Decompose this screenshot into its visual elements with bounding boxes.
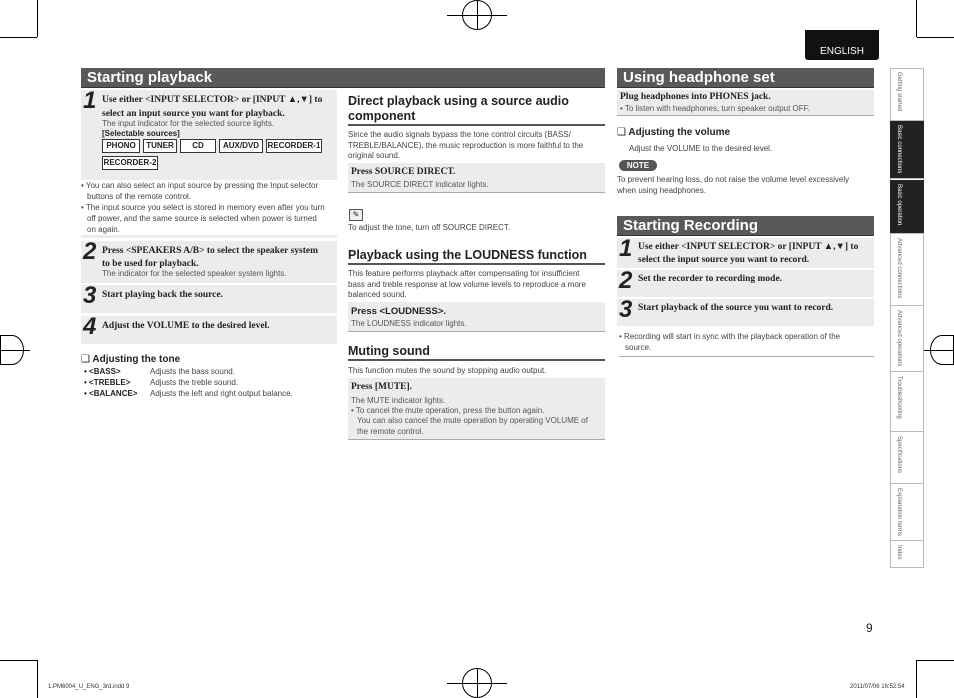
note-badge: NOTE <box>619 160 657 171</box>
rec-step-2 <box>617 267 874 297</box>
step-text: to be used for playback. <box>102 259 199 269</box>
step-3-play <box>81 282 337 313</box>
note-line: on again. <box>87 225 120 234</box>
step-text: Start playback of the source you want to record. <box>638 303 834 313</box>
muting-para: This function mutes the sound by stopping audio output. <box>348 366 547 375</box>
step-number: 2 <box>83 238 97 265</box>
step-number: 4 <box>83 313 97 340</box>
source-direct-box <box>348 163 605 193</box>
side-tab-explanation-terms[interactable]: Explanation terms <box>890 484 924 541</box>
step-text: Press <SPEAKERS A/B> to select the speaker system <box>102 246 319 256</box>
box-sub: The SOURCE DIRECT indicator lights. <box>351 180 489 189</box>
step-text: select the input source you want to record. <box>638 255 810 265</box>
box-sub: You can also cancel the mute operation by operating VOLUME of <box>357 416 588 425</box>
step-text: Use either <INPUT SELECTOR> or [INPUT ▲,▼] to <box>102 95 323 105</box>
side-tab-advanced-connections[interactable]: Advanced connections <box>890 234 924 306</box>
box-title: Plug headphones into PHONES jack. <box>620 92 771 102</box>
tone-list <box>84 366 344 399</box>
rec-step-3 <box>617 296 874 326</box>
volume-title: ❑ Adjusting the volume <box>617 127 731 138</box>
side-tab-basic-operation[interactable]: Basic operation <box>890 180 924 234</box>
headphone-box <box>617 90 874 116</box>
step-4-volume <box>81 313 337 344</box>
step-2-speakers <box>81 238 337 283</box>
box-title: Press [MUTE]. <box>351 382 413 392</box>
section-title-recording: Starting Recording <box>617 216 874 236</box>
mute-box <box>348 378 605 440</box>
page-number: 9 <box>866 621 873 635</box>
note-line: • The input source you select is stored in memory even after you turn <box>81 203 325 212</box>
muting-title: Muting sound <box>348 344 605 361</box>
memo-text: To adjust the tone, turn off SOURCE DIRECT. <box>348 223 511 232</box>
side-tab-advanced-operations[interactable]: Advanced operations <box>890 306 924 372</box>
step-number: 1 <box>83 87 97 114</box>
tone-row: • <TREBLE> Adjusts the treble sound. <box>84 378 239 387</box>
tone-row: • <BALANCE> Adjusts the left and right output balance. <box>84 389 293 398</box>
note-text: To prevent hearing loss, do not raise the volume level excessively when using headphones. <box>617 175 850 195</box>
side-tab-troubleshooting[interactable]: Troubleshooting <box>890 372 924 432</box>
source-phono: PHONO <box>102 139 140 153</box>
step-number: 3 <box>83 282 97 309</box>
step-number: 2 <box>619 267 633 294</box>
box-sub: The LOUDNESS indicator lights. <box>351 319 467 328</box>
box-sub: The MUTE indicator lights. <box>351 396 446 405</box>
tone-row: • <BASS> Adjusts the bass sound. <box>84 367 235 376</box>
step-text: Set the recorder to recording mode. <box>638 274 783 284</box>
box-title: Press SOURCE DIRECT. <box>351 167 456 177</box>
section-title-headphone: Using headphone set <box>617 68 874 88</box>
box-sub: the remote control. <box>357 427 424 436</box>
direct-title: component <box>348 109 605 126</box>
source-recorder-2: RECORDER-2 <box>102 156 158 170</box>
pencil-icon: ✎ <box>349 209 363 221</box>
side-tab-getting-started[interactable]: Getting started <box>890 68 924 121</box>
footer-timestamp: 2011/07/06 16:52:54 <box>850 684 905 690</box>
loudness-box <box>348 302 605 332</box>
source-cd: CD <box>180 139 216 153</box>
side-tab-specifications[interactable]: Specifications <box>890 432 924 484</box>
step-sub: The input indicator for the selected source lights. <box>102 119 275 128</box>
note-line: off power, and the same source is selected when power is turned <box>87 214 317 223</box>
rec-note: • Recording will start in sync with the playback operation of the source. <box>619 332 874 357</box>
step-number: 3 <box>619 296 633 323</box>
side-tab-index[interactable]: Index <box>896 545 902 560</box>
volume-text: Adjust the VOLUME to the desired level. <box>629 144 773 153</box>
section-title-starting-playback: Starting playback <box>81 68 605 88</box>
loudness-para: This feature performs playback after compensating for insufficient bass and treble response at low volume levels to reproduce a more balanced sound. <box>348 269 586 299</box>
box-sub: • To listen with headphones, turn speaker output OFF. <box>620 104 810 113</box>
step-text: Adjust the VOLUME to the desired level. <box>102 321 270 331</box>
box-title: Press <LOUDNESS>. <box>351 306 447 317</box>
source-recorder-1: RECORDER-1 <box>266 139 322 153</box>
direct-para: Since the audio signals bypass the tone control circuits (BASS/ TREBLE/BALANCE), the music reproduction is more faithful to the original sound. <box>348 130 584 160</box>
loudness-title: Playback using the LOUDNESS function <box>348 248 605 265</box>
direct-title: Direct playback using a source audio <box>348 94 569 108</box>
step-number: 1 <box>619 235 633 262</box>
footer-file: 1.PM6004_U_ENG_3rd.indd 9 <box>48 684 130 690</box>
language-tab: ENGLISH <box>805 30 879 60</box>
side-tab-basic-connections[interactable]: Basic connections <box>890 121 924 179</box>
step-text: Use either <INPUT SELECTOR> or [INPUT ▲,▼] to <box>638 242 859 252</box>
step-text: Start playing back the source. <box>102 290 223 300</box>
step-sub: The indicator for the selected speaker system lights. <box>102 269 287 278</box>
note-line: • You can also select an input source by pressing the Input selector <box>81 181 319 190</box>
rec-step-1 <box>617 235 874 268</box>
note-line: buttons of the remote control. <box>87 192 192 201</box>
tone-title: ❑ Adjusting the tone <box>81 354 181 365</box>
box-sub: • To cancel the mute operation, press the button again. <box>351 406 545 415</box>
step-text: select an input source you want for playback. <box>102 109 285 119</box>
source-tuner: TUNER <box>143 139 177 153</box>
source-aux-dvd: AUX/DVD <box>219 139 263 153</box>
step-1-notes <box>81 180 337 235</box>
sources-label: [Selectable sources] <box>102 129 180 138</box>
